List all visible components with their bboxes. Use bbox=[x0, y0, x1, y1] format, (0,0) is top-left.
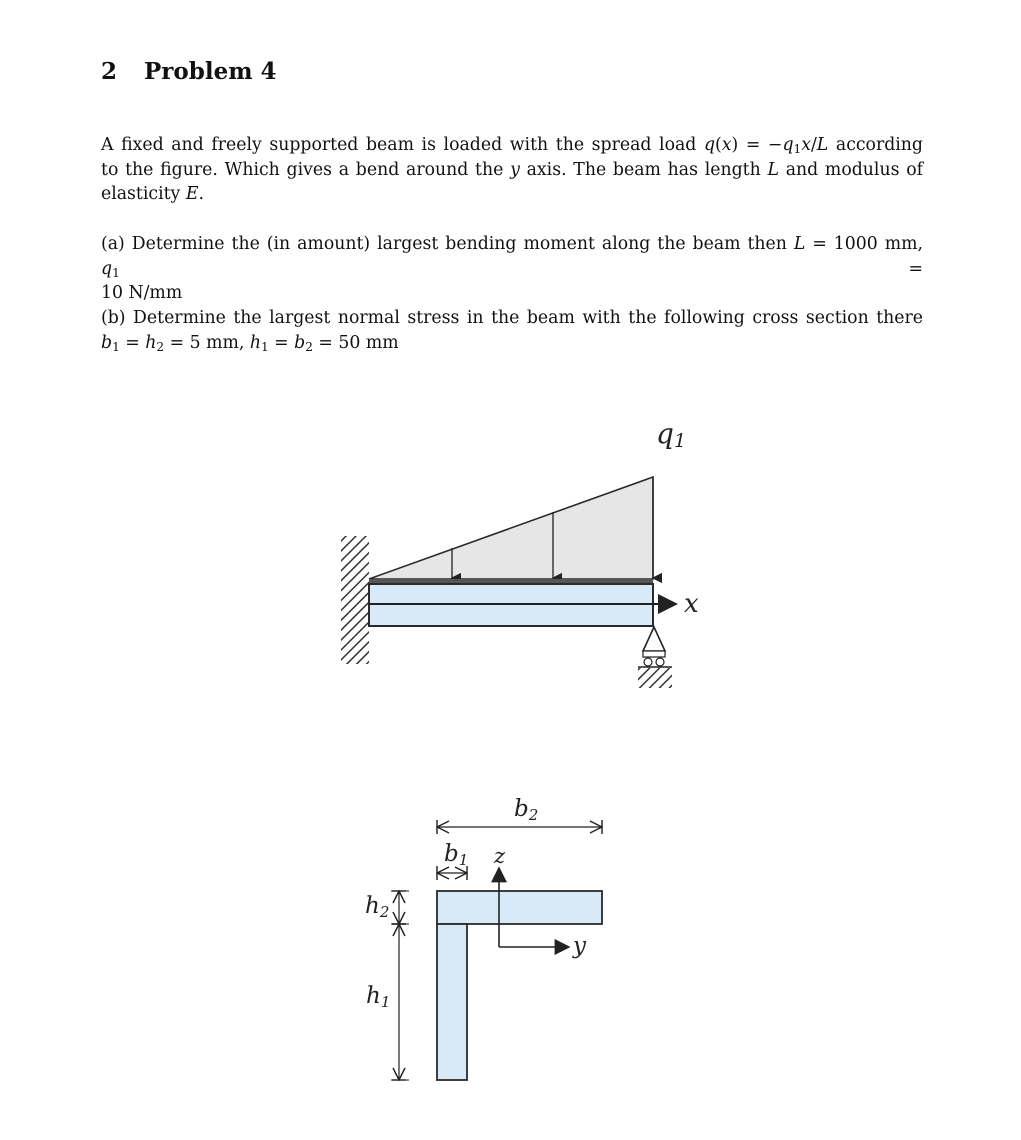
part-b-line-1: (b) Determine the largest normal stress in the beam with the following cross section there bbox=[101, 308, 923, 328]
roller-support bbox=[638, 627, 672, 688]
intro-line-3: elasticity E. bbox=[101, 184, 204, 204]
triangular-load bbox=[369, 477, 653, 579]
y-axis-label: y bbox=[573, 933, 586, 959]
z-axis-label: z bbox=[494, 844, 506, 868]
part-a-line-1: (a) Determine the (in amount) largest bending moment along the beam then L = 1000 mm, $q_1$ = bbox=[101, 234, 923, 280]
cross-section-figure bbox=[365, 796, 602, 1080]
part-b-line-2: $b_1 = h_2 = 5$ mm, $h_1 = b_2 = 50$ mm bbox=[101, 332, 399, 354]
h2-label: h2 bbox=[365, 893, 390, 921]
section-number: 2 bbox=[101, 58, 118, 85]
h1-label: h1 bbox=[366, 983, 391, 1011]
intro-line-2: to the figure. Which gives a bend around the y axis. The beam has length L and modulus of bbox=[101, 159, 923, 180]
web bbox=[437, 924, 467, 1080]
b1-label: b1 bbox=[444, 841, 469, 869]
fixed-wall-support bbox=[341, 536, 369, 664]
part-a-line-2: 10 N/mm bbox=[101, 283, 183, 303]
x-axis-label: x bbox=[684, 589, 699, 619]
section-title: Problem 4 bbox=[144, 58, 277, 85]
b2-label: b2 bbox=[514, 796, 539, 824]
intro-line-1: A fixed and freely supported beam is loaded with the spread load $q(x) = -q_1x/L$ according bbox=[101, 135, 923, 157]
beam-figure bbox=[341, 417, 699, 688]
load-label-q1: q1 bbox=[656, 417, 687, 452]
flange bbox=[437, 891, 602, 924]
